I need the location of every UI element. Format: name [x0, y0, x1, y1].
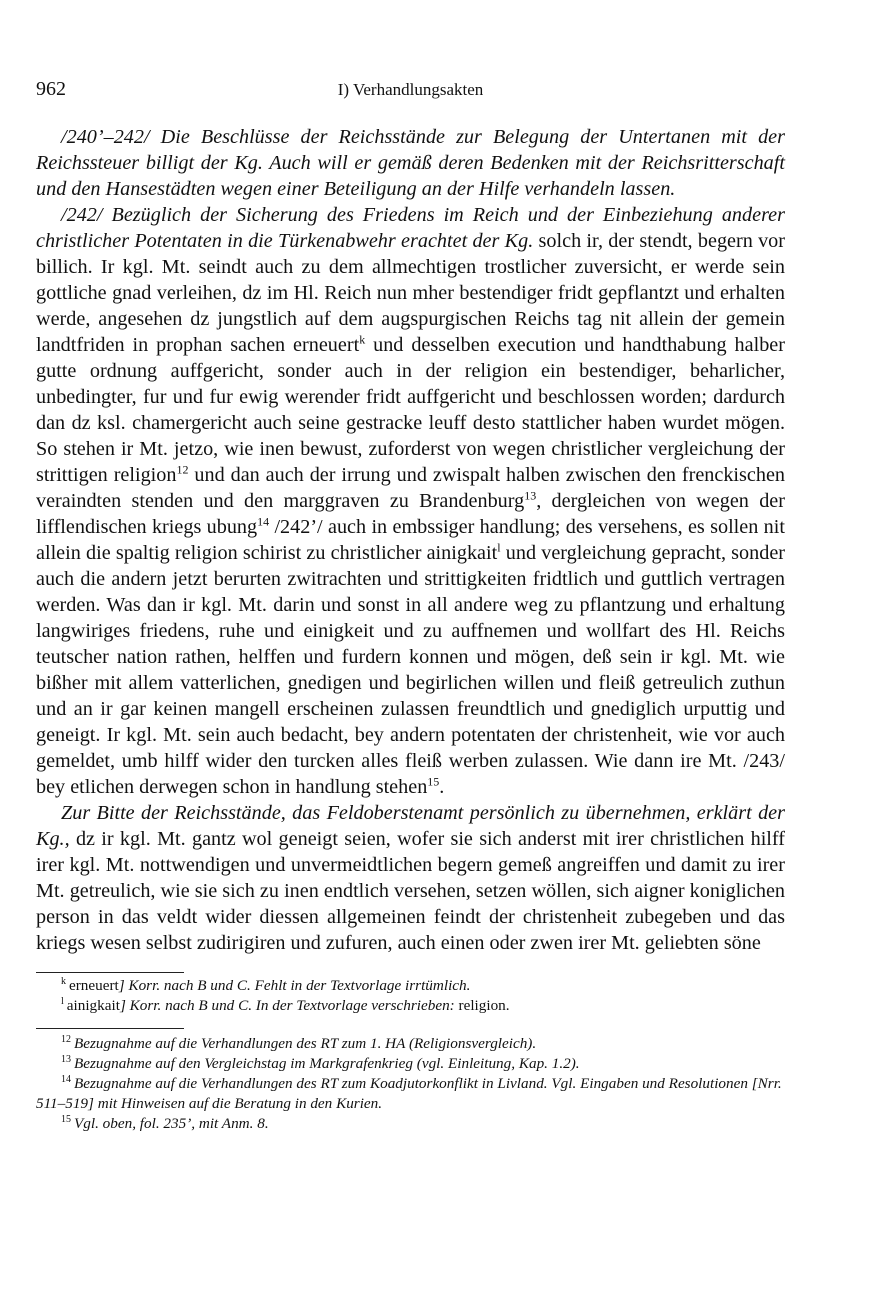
editorial-text: /242/ Bezüglich der Sicherung des Friedens im Reich und der Einbeziehung anderer christlicher Potentaten in die Türkenabwehr erachtet der Kg. [36, 204, 785, 252]
editorial-text: Bezugnahme auf die Verhandlungen des RT zum Koadjutorkonflikt in Livland. Vgl. Eingaben und Resolutionen [Nrr. 511–519] mit Hinweisen auf die Beratung in den Kurien. [36, 1075, 782, 1112]
editorial-text: /240’–242/ Die Beschlüsse der Reichsstände zur Belegung der Untertanen mit der Reichssteuer billigt der Kg. Auch will er gemäß deren Bedenken mit der Reichsritterschaft und den Hansestädten wegen einer Beteiligung an der Hilfe verhandeln lassen. [36, 126, 785, 200]
text-run: /242’/ auch in embssiger handlung; des versehens, es sollen nit allein die spaltig religion schirist zu christlicher ainigkait [36, 516, 785, 564]
note-marker: 14 [61, 1073, 71, 1085]
note-marker: 12 [61, 1033, 71, 1045]
footnote [36, 1054, 785, 1074]
paragraph [36, 124, 785, 202]
footnote [36, 1034, 785, 1054]
footnote [36, 1114, 785, 1134]
note-reference: l [497, 540, 501, 555]
text-run: solch ir, der stendt, begern vor billich. Ir kgl. Mt. seindt auch zu dem allmechtigen trostlicher zuversicht, er werde sein gottliche gnad verleihen, dz im Hl. Reich nun mher bestendiger fridt gepflantzt und erhalten werde, angesehen dz jungstlich auf dem augspurgischen Reichs tag nit allein der gemein landtfriden in prophan sachen erneuert [36, 230, 785, 356]
critical-note [36, 976, 785, 996]
critical-apparatus [36, 976, 785, 1016]
text-run: dz ir kgl. Mt. gantz wol geneigt seien, wofer sie sich anderst mit irer christlichen hilff irer kgl. Mt. nottwendigen und unvermeidtlichen begern gemeß angreiffen und damit zu irer Mt. getreulich, wie sie sich zu inen endtlich versehen, setzen wöllen, sich aigner koniglichen person in das veldt wider diessen allgemeinen feindt der christenheit zubegeben und das kriegs wesen selbst zudirigiren und zufuren, auch einen oder zwen irer Mt. geliebten söne [36, 828, 785, 954]
text-run: ainigkait [66, 997, 120, 1014]
editorial-text: Bezugnahme auf die Verhandlungen des RT zum 1. HA (Religionsvergleich). [74, 1035, 537, 1052]
text-run: , dergleichen von wegen der lifflendischen kriegs ubung [36, 490, 785, 538]
note-marker: 13 [61, 1053, 71, 1065]
text-run: erneuert [69, 977, 119, 994]
note-reference: 13 [524, 488, 537, 503]
critical-note [36, 996, 785, 1016]
note-marker: 15 [61, 1113, 71, 1125]
text-run: und dan auch der irrung und zwispalt halben zwischen den frenckischen veraindten stenden und den marggraven zu Brandenburg [36, 464, 785, 512]
note-reference: k [359, 332, 366, 347]
footnotes [36, 1034, 785, 1134]
page-header [36, 78, 785, 108]
paragraph [36, 202, 785, 800]
text-run: und vergleichung gepracht, sonder auch die andern jetzt berurten zwitrachten und strittigkeiten fridtlich und guttlich vertragen werden. Was dan ir kgl. Mt. darin und sonst in all andere weg zu pflantzung und erhaltung langwiriges friedens, ruhe und einigkeit und zu auffnemen und wollfart des Hl. Reichs teutscher nation rathen, helffen und furdern konnen und mögen, deß sein ir kgl. Mt. wie bißher mit allem vatterlichen, gnedigen und begirlichen willen und fleiß getreulich zuthun und an ir gar keinen mangell erscheinen zulassen freundtlich und gnediglich urputtig und geneigt. Ir kgl. Mt. sein auch bedacht, bey andern potentaten der christenheit, wie vor auch gemeldet, umb hilff wider den turcken alles fleiß werben zulassen. Wie dann ire Mt. /243/ bey etlichen derwegen schon in handlung stehen [36, 542, 785, 798]
editorial-text: Bezugnahme auf den Vergleichstag im Markgrafenkrieg (vgl. Einleitung, Kap. 1.2). [74, 1055, 580, 1072]
document-page [36, 78, 785, 1134]
note-marker: l [61, 995, 64, 1007]
editorial-text: ] Korr. nach B und C. In der Textvorlage verschrieben: [119, 997, 455, 1014]
note-reference: 14 [257, 514, 270, 529]
editorial-text: ] Korr. nach B und C. Fehlt in der Textvorlage irrtümlich. [118, 977, 471, 994]
footnotes-divider [36, 1028, 184, 1029]
note-marker: k [61, 975, 66, 987]
note-reference: 15 [427, 774, 440, 789]
critical-notes-divider [36, 972, 184, 973]
main-text [36, 124, 785, 956]
paragraph [36, 800, 785, 956]
note-reference: 12 [176, 462, 189, 477]
text-run: . [439, 776, 445, 798]
footnote [36, 1074, 785, 1114]
text-run: und desselben execution und handthabung halber gutte ordnung auffgericht, sonder auch in der religion ein bestendiger, beharlicher, unbedingter, fur und fur ewig werender fridt auffgericht und beschlossen worden; dardurch dan dz ksl. chamergericht auch seine gestracke leuff desto stattlicher haben wurdet mögen. So stehen ir Mt. jetzo, wie inen bewust, zuforderst von wegen christlicher vergleichung der strittigen religion [36, 334, 785, 486]
running-head: I) Verhandlungsakten [337, 80, 484, 99]
text-run: religion. [454, 997, 510, 1014]
editorial-text: Vgl. oben, fol. 235’, mit Anm. 8. [74, 1115, 269, 1132]
editorial-text: Zur Bitte der Reichsstände, das Feldoberstenamt persönlich zu übernehmen, erklärt der Kg., [36, 802, 785, 850]
page-number: 962 [36, 78, 66, 100]
